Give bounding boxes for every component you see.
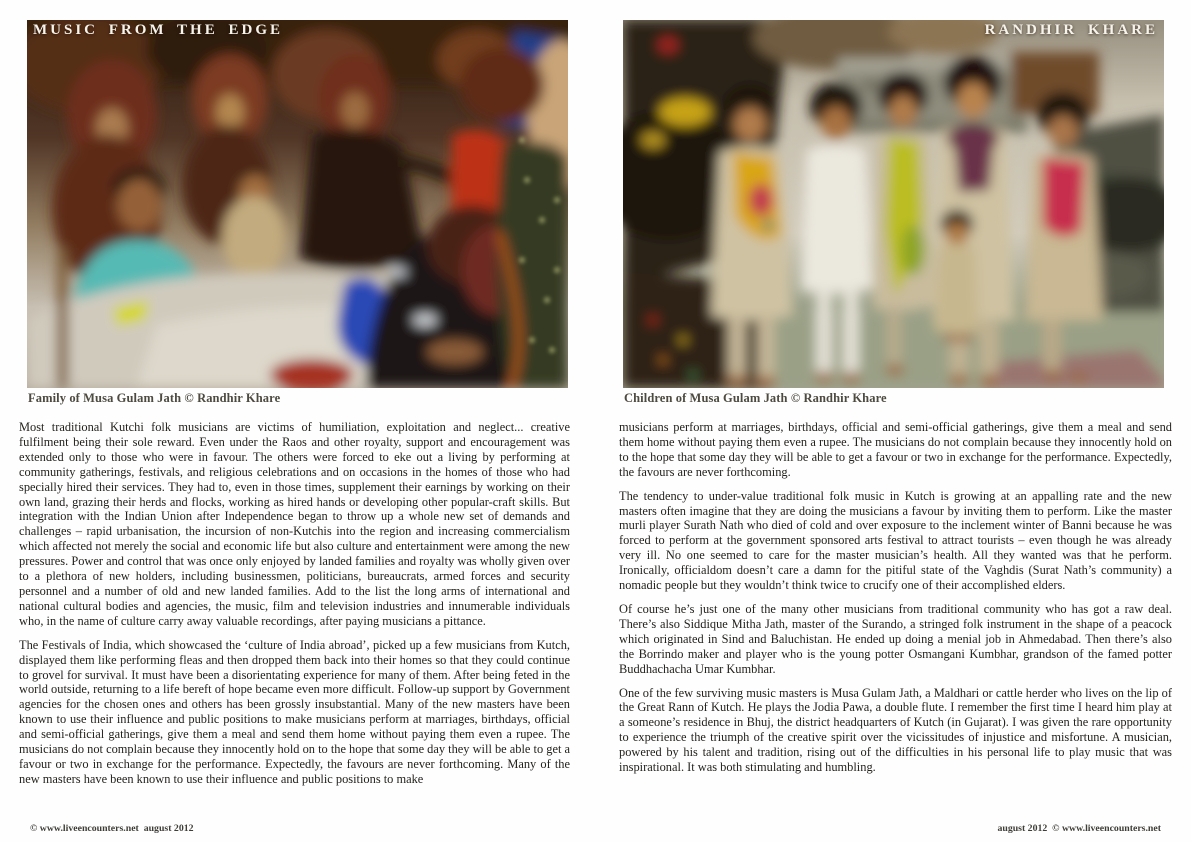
family-photo-illustration [27,20,568,388]
left-text-column [19,420,570,822]
standing-children-group [623,20,1164,388]
children-photo-illustration [623,20,1164,388]
author-name: RANDHIR KHARE [984,22,1158,38]
body-paragraph: musicians perform at marriages, birthdays, official and semi-official gatherings, give them a meal and send them home without paying them even a rupee. The musicians do not complain because they innocently hold on to the hope that some day they will be able to get a favour or two in exchange for the performance. Expectedly, the favours are never forthcoming. [619,420,1172,479]
photo-caption-right: Children of Musa Gulam Jath © Randhir Khare [624,391,887,405]
article-title: MUSIC FROM THE EDGE [33,22,283,38]
family-photo [27,20,568,388]
children-photo [623,20,1164,388]
body-paragraph: Most traditional Kutchi folk musicians are victims of humiliation, exploitation and neglect... creative fulfilment being their sole reward. Even under the Raos and other royalty, support and encouragement was extended only to those who were in favour. The others were forced to eke out a living by performing at community gatherings, festivals, and religious celebrations and on occasions in the homes of those who had specially hired their services. They had to, even in those times, supplement their earnings by working on their own land, grazing their herds and flocks, working as hired hands or developing other popular-craft skills. But integration with the Indian Union after Independence began to throw up a whole new set of demands and challenges – rapid urbanisation, the incursion of non-Kutchis into the region and increasing commercialism which affected not merely the social and economic life but also culture and entertainment were among the new pressures. Power and control that was once only enjoyed by landed families and royalty was wholly given over to a plethora of new holders, including businessmen, politicians, bureaucrats, armed forces and security personnel and a number of old and new landed families. Add to the list the long arms of international and national cultural bodies and agencies, the music, film and television industries and innumerable individuals who, in the name of culture carry away valuable recordings, after paying musicians a pittance. [19,420,570,628]
body-paragraph: One of the few surviving music masters is Musa Gulam Jath, a Maldhari or cattle herder who lives on the lip of the Great Rann of Kutch. He plays the Jodia Pawa, a double flute. I remember the first time I heard him play at a someone’s residence in Bhuj, the district headquarters of Kutch (in Gujarat). I was given the rare opportunity to experience the triumph of the creative spirit over the vicissitudes of injustice and misfortune. A musician, powered by his talent and tradition, rising out of the difficulties in his personal life to play music that was inspirational. It was both stimulating and humbling. [619,685,1172,775]
right-text-column [619,420,1172,822]
footer-left: © www.liveencounters.net august 2012 [30,823,194,834]
photo-caption-left: Family of Musa Gulam Jath © Randhir Khare [28,391,281,405]
footer-right: august 2012 © www.liveencounters.net [997,823,1161,834]
body-paragraph: The Festivals of India, which showcased the ‘culture of India abroad’, picked up a few musicians from Kutch, displayed them like performing fleas and then dropped them back into their homes so that they could continue to grovel for survival. It must have been a disorientating experience for many of them. After being feted in the world outside, returning to a life bereft of hope became even more difficult. Follow-up support by Government agencies for the chosen ones and others has been grossly insubstantial. Many of the new masters have been known to use their influence and public positions to make musicians perform at marriages, birthdays, official and semi-official gatherings, give them a meal and send them home without paying them even a rupee. The musicians do not complain because they innocently hold on to the hope that some day they will be able to get a favour or two in exchange for the performance. Expectedly, the favours are never forthcoming. Many of the new masters have been known to use their influence and public positions to make [19,637,570,786]
body-paragraph: Of course he’s just one of the many other musicians from traditional community who has got a raw deal. There’s also Siddique Mitha Jath, master of the Surando, a stringed folk instrument in the shape of a peacock which originated in Sind and Baluchistan. He ended up doing a menial job in Ahmedabad. Then there’s also the Borrindo maker and player who is the young potter Osmangani Kumbhar, grandson of the famed potter Buddhachacha Umar Kumbhar. [619,601,1172,676]
body-paragraph: The tendency to under-value traditional folk music in Kutch is growing at an appalling rate and the new masters often imagine that they are doing the musicians a favour by inviting them to perform. Like the master murli player Surath Nath who died of cold and over exposure to the inclement winter of Banni because he was forced to perform at the government sponsored arts festival to attract tourists – even though he was already very ill. No one seemed to care for the master musician’s health. All they wanted was that he perform. Ironically, officialdom doesn’t care a damn for the pitiful state of the Vaghdis (Surat Nath’s community) a nomadic people but they wouldn’t think twice to crucify one of their accomplished elders. [619,488,1172,593]
